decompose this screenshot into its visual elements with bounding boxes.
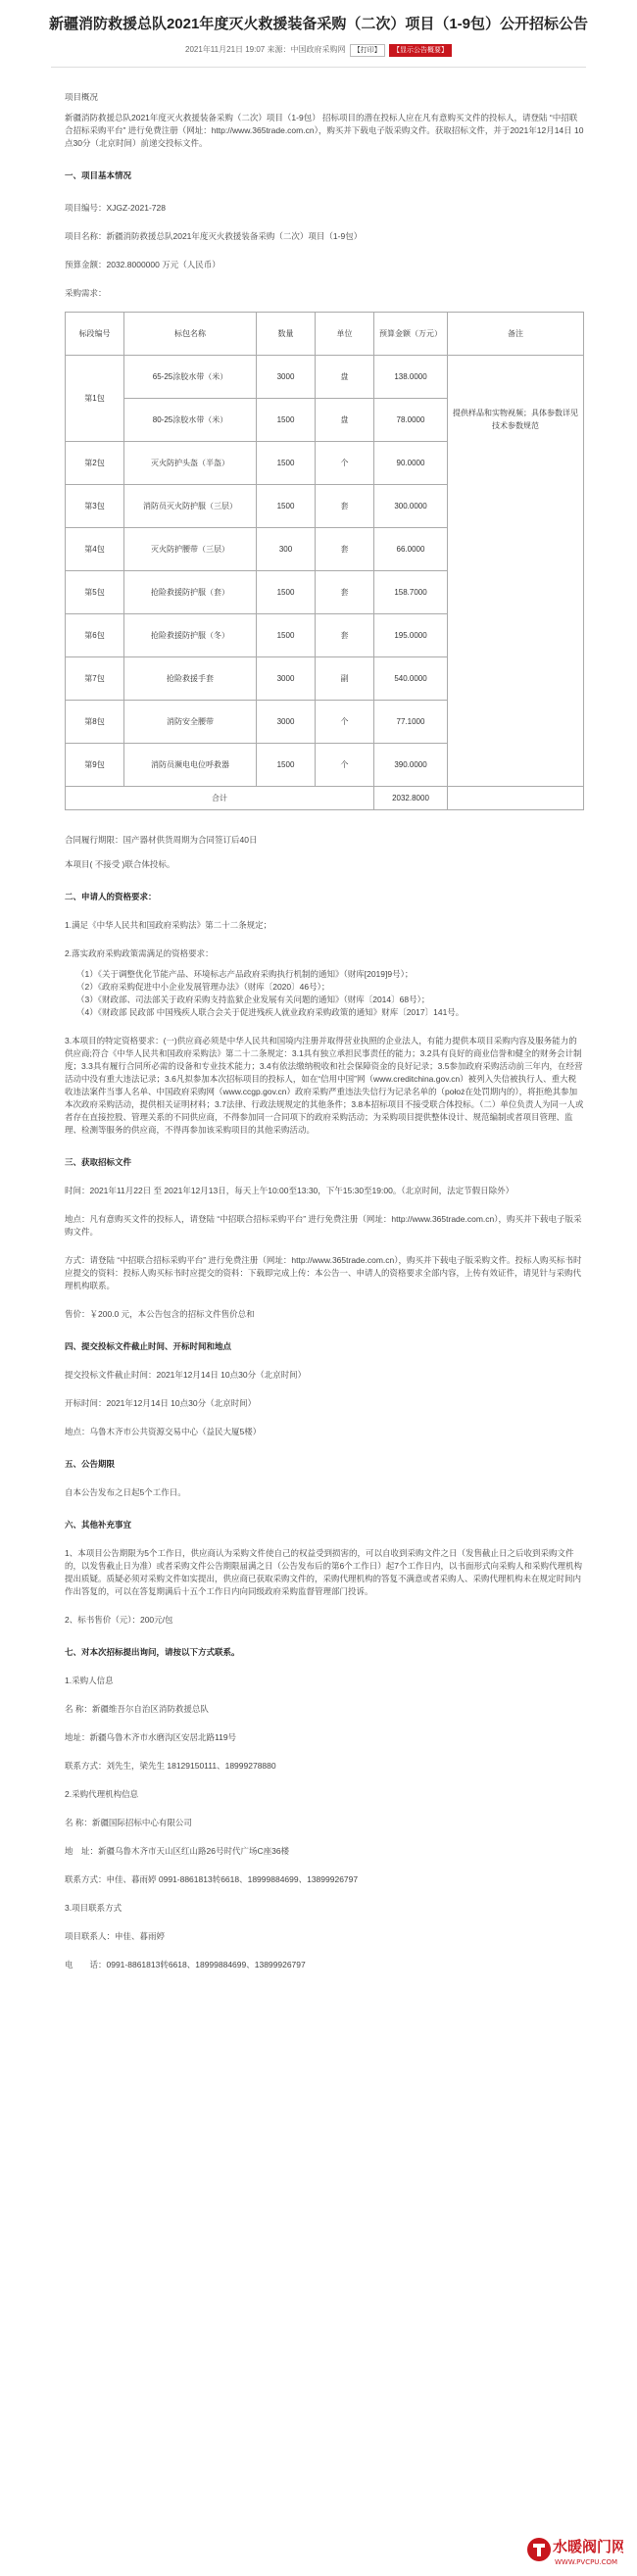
project-contact-person: 项目联系人：申佳、暮雨婷	[65, 1931, 166, 1941]
obtain-place: 地点：凡有意购买文件的投标人，请登陆 “中招联合招标采购平台” 进行免费注册（网址：http://www.365trade.com.cn），购买并下载电子版采购文件。	[65, 1214, 582, 1237]
page-title: 新疆消防救援总队2021年度灭火救援装备采购（二次）项目（1-9包）公开招标公告	[48, 16, 589, 32]
section-6-heading: 六、其他补充事宜	[65, 1520, 132, 1530]
package-name: 消防安全腰带	[124, 701, 257, 744]
package-number: 第3包	[66, 485, 124, 528]
article-body	[0, 68, 637, 1971]
quantity: 1500	[257, 442, 316, 485]
qualification-2: 2.落实政府采购政策需满足的资格要求：	[65, 948, 214, 958]
obtain-time: 时间：2021年11月22日 至 2021年12月13日，每天上午10:00至13:30，下午15:30至19:00。（北京时间，法定节假日除外）	[65, 1186, 514, 1195]
package-name: 灭火防护腰带（三层）	[124, 528, 257, 571]
budget: 预算金额：2032.8000000 万元（人民币）	[65, 260, 220, 269]
package-number: 第8包	[66, 701, 124, 744]
requirements-label: 采购需求：	[65, 288, 107, 298]
unit: 套	[316, 528, 374, 571]
project-contact-phone: 电 话：0991-8861813转6618、18999884699、13899926797	[65, 1960, 306, 1969]
quantity: 300	[257, 528, 316, 571]
supplement-1: 1、本项目公告期限为5个工作日，供应商认为采购文件使自己的权益受到损害的，可以自收到采购文件之日（发售截止日之后收到采购文件的，以发售截止日为准）或者采购文件公告期限届满之日（公告发布后的第6个工作日）起7个工作日内，以书面形式向采购人和采购代理机构提出质疑。质疑必须对采购文件如实提出，供应商已获取采购文件的，采购代理机构的答复不满意或者采购人、采购代理机构未在规定时间内作出答复的，可以在答复期满后十五个工作日内向同级政府采购监督管理部门投诉。	[65, 1548, 582, 1596]
project-name: 项目名称：新疆消防救援总队2021年度灭火救援装备采购（二次）项目（1-9包）	[65, 231, 363, 241]
budget-amount: 300.0000	[374, 485, 448, 528]
budget-amount: 78.0000	[374, 399, 448, 442]
logo-text: 水暖阀门网	[553, 2538, 623, 2555]
budget-amount: 540.0000	[374, 657, 448, 701]
quantity: 1500	[257, 614, 316, 657]
package-name: 消防员灭火防护服（三层）	[124, 485, 257, 528]
unit: 个	[316, 744, 374, 787]
agency-contact: 联系方式：申佳、暮雨婷 0991-8861813转6618、18999884699、13899926797	[65, 1874, 359, 1884]
quantity: 1500	[257, 399, 316, 442]
package-number: 第2包	[66, 442, 124, 485]
logo-url: WWW.PVCPU.COM	[555, 2558, 618, 2566]
agency-title: 2.采购代理机构信息	[65, 1789, 139, 1799]
budget-amount: 390.0000	[374, 744, 448, 787]
notice-period: 自本公告发布之日起5个工作日。	[65, 1487, 186, 1497]
quantity: 1500	[257, 744, 316, 787]
budget-amount: 90.0000	[374, 442, 448, 485]
agency-address: 地 址：新疆乌鲁木齐市天山区红山路26号时代广场C座36楼	[65, 1846, 290, 1856]
qualification-3: 3.本项目的特定资格要求：(一)供应商必须是中华人民共和国境内注册并取得营业执照的企业法人，有能力提供本项目采购内容及服务能力的供应商;符合《中华人民共和国政府采购法》第二十二条规定：3.1具有独立承担民事责任的能力；3.2具有良好的商业信誉和健全的财务会计制度；3.3具有履行合同所必需的设备和专业技术能力；3.4有依法缴纳税收和社会保障资金的良好记录；3.5参加政府采购活动前三年内，在经营活动中没有重大违法记录；3.6凡拟参加本次招标项目的投标人，如在“信用中国”网（www.creditchina.gov.cn）被列入失信被执行人、重大税收违法案件当事人名单、中国政府采购网（www.ccgp.gov.cn）政府采购严重违法失信行为记录名单的（położ在处罚期内的），将拒绝其参加本次政府采购活动，提供相关证明材料；3.7法律、行政法规规定的其他条件；3.8本招标项目不接受联合体投标。（二）单位负责人为同一人或者存在直接控股、管理关系的不同供应商，不得参加同一合同项下的政府采购活动；为采购项目提供整体设计、规范编制或者项目管理、监理、检测等服务的供应商，不得再参加该采购项目的其他采购活动。	[65, 1036, 584, 1135]
print-button[interactable]: 【打印】	[350, 44, 385, 57]
col-header: 数量	[257, 313, 316, 356]
contract-period: 合同履行期限：国产器材供货周期为合同签订后40日	[65, 835, 258, 845]
unit: 套	[316, 614, 374, 657]
article-meta	[0, 43, 637, 57]
purchaser-contact: 联系方式：刘先生，梁先生 18129150111、18999278880	[65, 1761, 276, 1771]
package-number: 第9包	[66, 744, 124, 787]
package-name: 抢险救援防护服（套）	[124, 571, 257, 614]
package-number: 第4包	[66, 528, 124, 571]
quantity: 1500	[257, 571, 316, 614]
quantity: 3000	[257, 356, 316, 399]
publish-date: 2021年11月21日 19:07	[185, 45, 266, 54]
document-price: 售价：￥200.0 元，本公告包含的招标文件售价总和	[65, 1309, 255, 1319]
section-5-heading: 五、公告期限	[65, 1459, 116, 1469]
col-header: 标段编号	[66, 313, 124, 356]
policy-item: （1）《关于调整优化节能产品、环境标志产品政府采购执行机制的通知》（财库[2019]9号）；	[76, 969, 414, 979]
col-header: 预算金额（万元）	[374, 313, 448, 356]
section-7-heading: 七、对本次招标提出询问，请按以下方式联系。	[65, 1647, 240, 1657]
purchaser-name: 名 称：新疆维吾尔自治区消防救援总队	[65, 1704, 209, 1714]
col-header: 标包名称	[124, 313, 257, 356]
consortium-note: 本项目( 不接受 )联合体投标。	[65, 859, 175, 869]
supplement-2: 2、标书售价（元）：200元/包	[65, 1615, 173, 1625]
quantity: 3000	[257, 701, 316, 744]
package-number: 第6包	[66, 614, 124, 657]
requirements-table	[65, 312, 584, 810]
policy-item: （3）《财政部、司法部关于政府采购支持监狱企业发展有关问题的通知》（财库〔2014〕68号）；	[76, 995, 430, 1004]
unit: 盘	[316, 356, 374, 399]
project-contact-title: 3.项目联系方式	[65, 1903, 122, 1913]
opening-time: 开标时间：2021年12月14日 10点30分（北京时间）	[65, 1398, 257, 1408]
package-name: 65-25涂胶水带（米）	[124, 356, 257, 399]
show-summary-button[interactable]: 【显示公告概要】	[389, 44, 452, 57]
opening-place: 地点：乌鲁木齐市公共资源交易中心（益民大厦5楼）	[65, 1427, 262, 1436]
package-number: 第1包	[66, 356, 124, 442]
package-name: 消防员濒电电位呼救器	[124, 744, 257, 787]
overview-heading: 项目概况	[65, 92, 99, 102]
package-name: 抢险救援手套	[124, 657, 257, 701]
purchaser-address: 地址：新疆乌鲁木齐市水磨沟区安居北路119号	[65, 1732, 237, 1742]
quantity: 3000	[257, 657, 316, 701]
package-number: 第7包	[66, 657, 124, 701]
agency-name: 名 称：新疆国际招标中心有限公司	[65, 1818, 192, 1827]
table-total-row	[66, 787, 584, 810]
col-header: 单位	[316, 313, 374, 356]
budget-amount: 195.0000	[374, 614, 448, 657]
unit: 套	[316, 571, 374, 614]
budget-amount: 138.0000	[374, 356, 448, 399]
policy-item: （4）《财政部 民政部 中国残疾人联合会关于促进残疾人就业政府采购政策的通知》财库〔2017〕141号。	[76, 1007, 465, 1017]
obtain-method: 方式：请登陆 “中招联合招标采购平台” 进行免费注册（网址：http://www.365trade.com.cn），购买并下载电子版采购文件。投标人购买标书时应提交的资料：投标人购买标书时应提交的资料：下载即完成上传：本公告一、申请人的资格要求全部内容，上传有效证件，请见针与采购代理机构联系。	[65, 1255, 582, 1290]
package-name: 灭火防护头盔（半盔）	[124, 442, 257, 485]
section-2-heading: 二、申请人的资格要求：	[65, 892, 157, 901]
table-row	[66, 356, 584, 399]
project-number: 项目编号：XJGZ-2021-728	[65, 203, 166, 213]
source: 来源：中国政府采购网	[267, 45, 346, 54]
policy-item: （2）《政府采购促进中小企业发展管理办法》（财库〔2020〕46号）；	[76, 982, 330, 992]
qualification-1: 1.满足《中华人民共和国政府采购法》第二十二条规定；	[65, 920, 272, 930]
package-number: 第5包	[66, 571, 124, 614]
faucet-icon	[525, 2528, 623, 2571]
quantity: 1500	[257, 485, 316, 528]
unit: 盘	[316, 399, 374, 442]
package-name: 抢险救援防护服（冬）	[124, 614, 257, 657]
section-4-heading: 四、提交投标文件截止时间、开标时间和地点	[65, 1341, 232, 1351]
unit: 个	[316, 442, 374, 485]
unit: 副	[316, 657, 374, 701]
purchaser-title: 1.采购人信息	[65, 1676, 114, 1685]
budget-amount: 77.1000	[374, 701, 448, 744]
unit: 套	[316, 485, 374, 528]
overview-text: 新疆消防救援总队2021年度灭火救援装备采购（二次）项目（1-9包） 招标项目的潜在投标人应在凡有意购买文件的投标人，请登陆 “中招联合招标采购平台” 进行免费注册（网址：http://www.365trade.com.cn），购买并下载电子版采购文件。获取招标文件，并于2021年12月14日 10点30分（北京时间）前递交投标文件。	[65, 113, 584, 148]
unit: 个	[316, 701, 374, 744]
remark: 提供样品和实物视频；具体参数详见技术参数规范	[448, 356, 584, 787]
budget-amount: 66.0000	[374, 528, 448, 571]
section-3-heading: 三、获取招标文件	[65, 1157, 132, 1167]
site-watermark-logo	[525, 2528, 623, 2571]
total-value: 2032.8000	[374, 787, 448, 810]
budget-amount: 158.7000	[374, 571, 448, 614]
total-label: 合计	[66, 787, 374, 810]
section-1-heading: 一、项目基本情况	[65, 170, 132, 180]
package-name: 80-25涂胶水带（米）	[124, 399, 257, 442]
submission-deadline: 提交投标文件截止时间：2021年12月14日 10点30分（北京时间）	[65, 1370, 307, 1380]
col-header: 备注	[448, 313, 584, 356]
